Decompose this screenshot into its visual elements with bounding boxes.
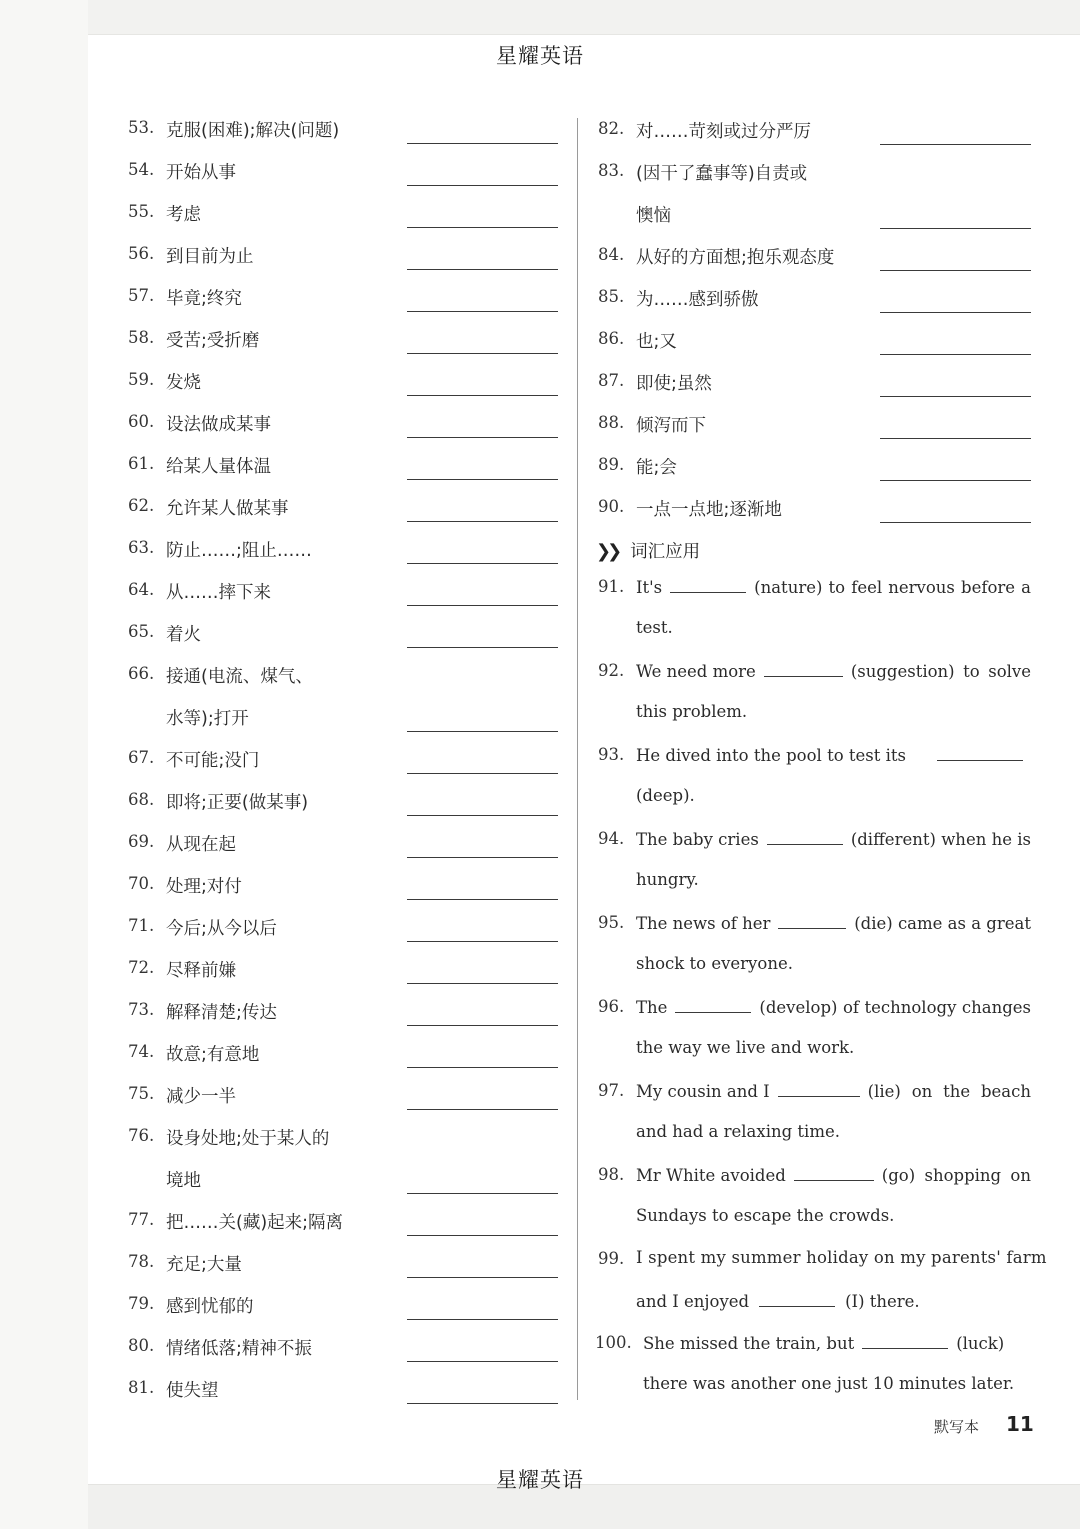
exercise-text: The baby cries <box>636 830 759 849</box>
item-number: 56. <box>128 244 155 263</box>
item-chinese-text: 从好的方面想;抱乐观态度 <box>636 248 835 268</box>
answer-blank[interactable] <box>407 353 558 354</box>
answer-blank[interactable] <box>670 576 746 593</box>
item-number: 55. <box>128 202 155 221</box>
page-number: 11 <box>1006 1412 1034 1436</box>
item-number: 86. <box>598 329 625 348</box>
answer-blank[interactable] <box>880 144 1031 145</box>
exercise-number: 97. <box>598 1081 625 1100</box>
answer-blank[interactable] <box>407 1361 558 1362</box>
item-chinese-text: 使失望 <box>166 1381 219 1401</box>
item-chinese-text: 充足;大量 <box>166 1255 242 1275</box>
item-number: 90. <box>598 497 625 516</box>
exercise-text: It's <box>636 578 663 597</box>
item-chinese-text: 即使;虽然 <box>636 374 712 394</box>
item-chinese-text: 能;会 <box>636 458 677 478</box>
answer-blank[interactable] <box>880 480 1031 481</box>
item-chinese-text: 接通(电流、煤气、 <box>166 667 313 687</box>
exercise-line <box>636 912 1031 933</box>
exercise-text: He dived into the pool to test its <box>636 746 906 765</box>
answer-blank[interactable] <box>675 996 751 1013</box>
item-number: 65. <box>128 622 155 641</box>
exercise-line <box>636 1080 1031 1101</box>
exercise-line <box>636 744 1031 765</box>
exercise-text: the way we live and work. <box>636 1038 855 1057</box>
item-chinese-text: 境地 <box>166 1171 201 1191</box>
item-number: 75. <box>128 1084 155 1103</box>
exercise-text: and had a relaxing time. <box>636 1122 840 1141</box>
item-number: 85. <box>598 287 625 306</box>
exercise-text: test. <box>636 618 673 637</box>
item-chinese-text: 减少一半 <box>166 1087 236 1107</box>
answer-blank[interactable] <box>778 912 846 929</box>
exercise-number: 95. <box>598 913 625 932</box>
answer-blank[interactable] <box>407 395 558 396</box>
exercise-number: 96. <box>598 997 625 1016</box>
answer-blank[interactable] <box>407 773 558 774</box>
answer-blank[interactable] <box>407 1235 558 1236</box>
item-number: 89. <box>598 455 625 474</box>
answer-blank[interactable] <box>880 228 1031 229</box>
answer-blank[interactable] <box>937 744 1023 761</box>
exercise-line <box>636 1248 1047 1267</box>
item-chinese-text: 水等);打开 <box>166 709 249 729</box>
exercise-text: (develop) of technology changes <box>759 998 1031 1017</box>
exercise-text: (luck) <box>956 1334 1005 1353</box>
item-chinese-text: 发烧 <box>166 373 201 393</box>
item-chinese-text: 解释清楚;传达 <box>166 1003 277 1023</box>
answer-blank[interactable] <box>407 311 558 312</box>
item-chinese-text: 设身处地;处于某人的 <box>166 1129 330 1149</box>
answer-blank[interactable] <box>880 522 1031 523</box>
item-number: 69. <box>128 832 155 851</box>
exercise-line <box>636 786 695 805</box>
answer-blank[interactable] <box>880 354 1031 355</box>
exercise-text: (lie) on the beach <box>867 1082 1031 1101</box>
item-chinese-text: 毕竟;终究 <box>166 289 242 309</box>
answer-blank[interactable] <box>407 605 558 606</box>
item-chinese-text: 倾泻而下 <box>636 416 706 436</box>
exercise-text: She missed the train, but <box>643 1334 855 1353</box>
exercise-text: (I) there. <box>845 1292 920 1311</box>
item-chinese-text: 允许某人做某事 <box>166 499 289 519</box>
section-title: 词汇应用 <box>630 542 701 562</box>
item-number: 66. <box>128 664 155 683</box>
exercise-text: this problem. <box>636 702 748 721</box>
item-number: 77. <box>128 1210 155 1229</box>
exercise-text: I spent my summer holiday on my parents' farm <box>636 1248 1047 1267</box>
item-number: 68. <box>128 790 155 809</box>
answer-blank[interactable] <box>767 828 843 845</box>
item-chinese-text: 着火 <box>166 625 201 645</box>
answer-blank[interactable] <box>407 227 558 228</box>
answer-blank[interactable] <box>407 731 558 732</box>
answer-blank[interactable] <box>407 1193 558 1194</box>
section-heading <box>596 538 700 563</box>
item-chinese-text: 为……感到骄傲 <box>636 290 759 310</box>
item-chinese-text: 克服(困难);解决(问题) <box>166 121 340 141</box>
item-chinese-text: 不可能;没门 <box>166 751 260 771</box>
column-divider <box>577 118 578 1400</box>
item-chinese-text: 情绪低落;精神不振 <box>166 1339 312 1359</box>
item-chinese-text: 一点一点地;逐渐地 <box>636 500 782 520</box>
item-number: 60. <box>128 412 155 431</box>
item-number: 70. <box>128 874 155 893</box>
exercise-number: 99. <box>598 1249 625 1268</box>
item-chinese-text: 处理;对付 <box>166 877 242 897</box>
item-number: 74. <box>128 1042 155 1061</box>
answer-blank[interactable] <box>407 563 558 564</box>
exercise-line <box>636 1290 920 1311</box>
item-chinese-text: 给某人量体温 <box>166 457 271 477</box>
exercise-text: (nature) to feel nervous before a <box>754 578 1031 597</box>
answer-blank[interactable] <box>880 396 1031 397</box>
item-number: 71. <box>128 916 155 935</box>
exercise-text: and I enjoyed <box>636 1292 750 1311</box>
answer-blank[interactable] <box>407 1025 558 1026</box>
exercise-text: (die) came as a great <box>854 914 1031 933</box>
exercise-line <box>636 702 747 721</box>
item-number: 62. <box>128 496 155 515</box>
item-number: 73. <box>128 1000 155 1019</box>
answer-blank[interactable] <box>407 815 558 816</box>
answer-blank[interactable] <box>759 1290 835 1307</box>
item-number: 72. <box>128 958 155 977</box>
item-number: 87. <box>598 371 625 390</box>
answer-blank[interactable] <box>880 312 1031 313</box>
exercise-text: Mr White avoided <box>636 1166 786 1185</box>
watermark-top: 星耀英语 <box>496 44 584 68</box>
answer-blank[interactable] <box>794 1164 874 1181</box>
answer-blank[interactable] <box>862 1332 948 1349</box>
exercise-number: 93. <box>598 745 625 764</box>
answer-blank[interactable] <box>407 857 558 858</box>
exercise-line <box>636 1206 894 1225</box>
item-number: 83. <box>598 161 625 180</box>
exercise-text: there was another one just 10 minutes later. <box>643 1374 1015 1393</box>
exercise-number: 100. <box>595 1333 632 1352</box>
exercise-line <box>636 1164 1031 1185</box>
exercise-number: 98. <box>598 1165 625 1184</box>
footer-label: 默写本 <box>934 1418 980 1436</box>
item-number: 88. <box>598 413 625 432</box>
answer-blank[interactable] <box>778 1080 860 1097</box>
item-number: 64. <box>128 580 155 599</box>
exercise-line <box>636 1038 854 1057</box>
exercise-line <box>636 828 1031 849</box>
answer-blank[interactable] <box>407 941 558 942</box>
exercise-number: 92. <box>598 661 625 680</box>
exercise-text: (different) when he is <box>850 830 1031 849</box>
answer-blank[interactable] <box>880 270 1031 271</box>
exercise-line <box>636 1122 840 1141</box>
exercise-text: My cousin and I <box>636 1082 770 1101</box>
item-number: 76. <box>128 1126 155 1145</box>
watermark-bottom: 星耀英语 <box>496 1468 584 1492</box>
exercise-text: shock to everyone. <box>636 954 793 973</box>
answer-blank[interactable] <box>764 660 843 677</box>
exercise-line <box>636 660 1031 681</box>
exercise-line <box>643 1332 1031 1353</box>
exercise-text: (suggestion) to solve <box>850 662 1031 681</box>
exercise-line <box>636 954 793 973</box>
item-chinese-text: 故意;有意地 <box>166 1045 260 1065</box>
exercise-text: Sundays to escape the crowds. <box>636 1206 895 1225</box>
item-number: 67. <box>128 748 155 767</box>
answer-blank[interactable] <box>407 437 558 438</box>
exercise-line <box>636 996 1031 1017</box>
answer-blank[interactable] <box>407 899 558 900</box>
exercise-text: The <box>636 998 668 1017</box>
item-number: 84. <box>598 245 625 264</box>
answer-blank[interactable] <box>407 143 558 144</box>
answer-blank[interactable] <box>407 269 558 270</box>
answer-blank[interactable] <box>407 185 558 186</box>
item-number: 82. <box>598 119 625 138</box>
exercise-text: (go) shopping on <box>881 1166 1031 1185</box>
item-chinese-text: 也;又 <box>636 332 677 352</box>
answer-blank[interactable] <box>407 1403 558 1404</box>
exercise-line <box>643 1374 1014 1393</box>
answer-blank[interactable] <box>407 647 558 648</box>
item-chinese-text: 把……关(藏)起来;隔离 <box>166 1213 344 1233</box>
item-number: 58. <box>128 328 155 347</box>
item-number: 53. <box>128 118 155 137</box>
item-number: 54. <box>128 160 155 179</box>
item-number: 79. <box>128 1294 155 1313</box>
item-chinese-text: 设法做成某事 <box>166 415 271 435</box>
item-number: 61. <box>128 454 155 473</box>
answer-blank[interactable] <box>407 1319 558 1320</box>
exercise-text: (deep). <box>636 786 695 805</box>
exercise-line <box>636 576 1031 597</box>
exercise-number: 94. <box>598 829 625 848</box>
item-chinese-text: 尽释前嫌 <box>166 961 236 981</box>
answer-blank[interactable] <box>407 1109 558 1110</box>
item-number: 80. <box>128 1336 155 1355</box>
item-chinese-text: 防止……;阻止…… <box>166 541 312 561</box>
answer-blank[interactable] <box>880 438 1031 439</box>
item-chinese-text: 懊恼 <box>636 206 671 226</box>
item-chinese-text: 开始从事 <box>166 163 236 183</box>
exercise-number: 91. <box>598 577 625 596</box>
exercise-text: The news of her <box>636 914 771 933</box>
answer-blank[interactable] <box>407 1067 558 1068</box>
answer-blank[interactable] <box>407 1277 558 1278</box>
item-chinese-text: 到目前为止 <box>166 247 254 267</box>
answer-blank[interactable] <box>407 521 558 522</box>
double-chevron-icon: ❯❯ <box>596 541 619 562</box>
item-chinese-text: 感到忧郁的 <box>166 1297 254 1317</box>
item-chinese-text: 即将;正要(做某事) <box>166 793 309 813</box>
item-chinese-text: 考虑 <box>166 205 201 225</box>
answer-blank[interactable] <box>407 983 558 984</box>
exercise-line <box>636 618 673 637</box>
exercise-text: hungry. <box>636 870 699 889</box>
item-number: 81. <box>128 1378 155 1397</box>
scan-band-top <box>88 0 1080 35</box>
item-number: 57. <box>128 286 155 305</box>
item-number: 59. <box>128 370 155 389</box>
item-chinese-text: 今后;从今以后 <box>166 919 277 939</box>
exercise-line <box>636 870 699 889</box>
item-chinese-text: 从现在起 <box>166 835 236 855</box>
item-chinese-text: 受苦;受折磨 <box>166 331 260 351</box>
item-number: 63. <box>128 538 155 557</box>
answer-blank[interactable] <box>407 479 558 480</box>
item-chinese-text: 对……苛刻或过分严厉 <box>636 122 811 142</box>
item-chinese-text: (因干了蠢事等)自责或 <box>636 164 808 184</box>
item-number: 78. <box>128 1252 155 1271</box>
item-chinese-text: 从……摔下来 <box>166 583 271 603</box>
exercise-text: We need more <box>636 662 756 681</box>
